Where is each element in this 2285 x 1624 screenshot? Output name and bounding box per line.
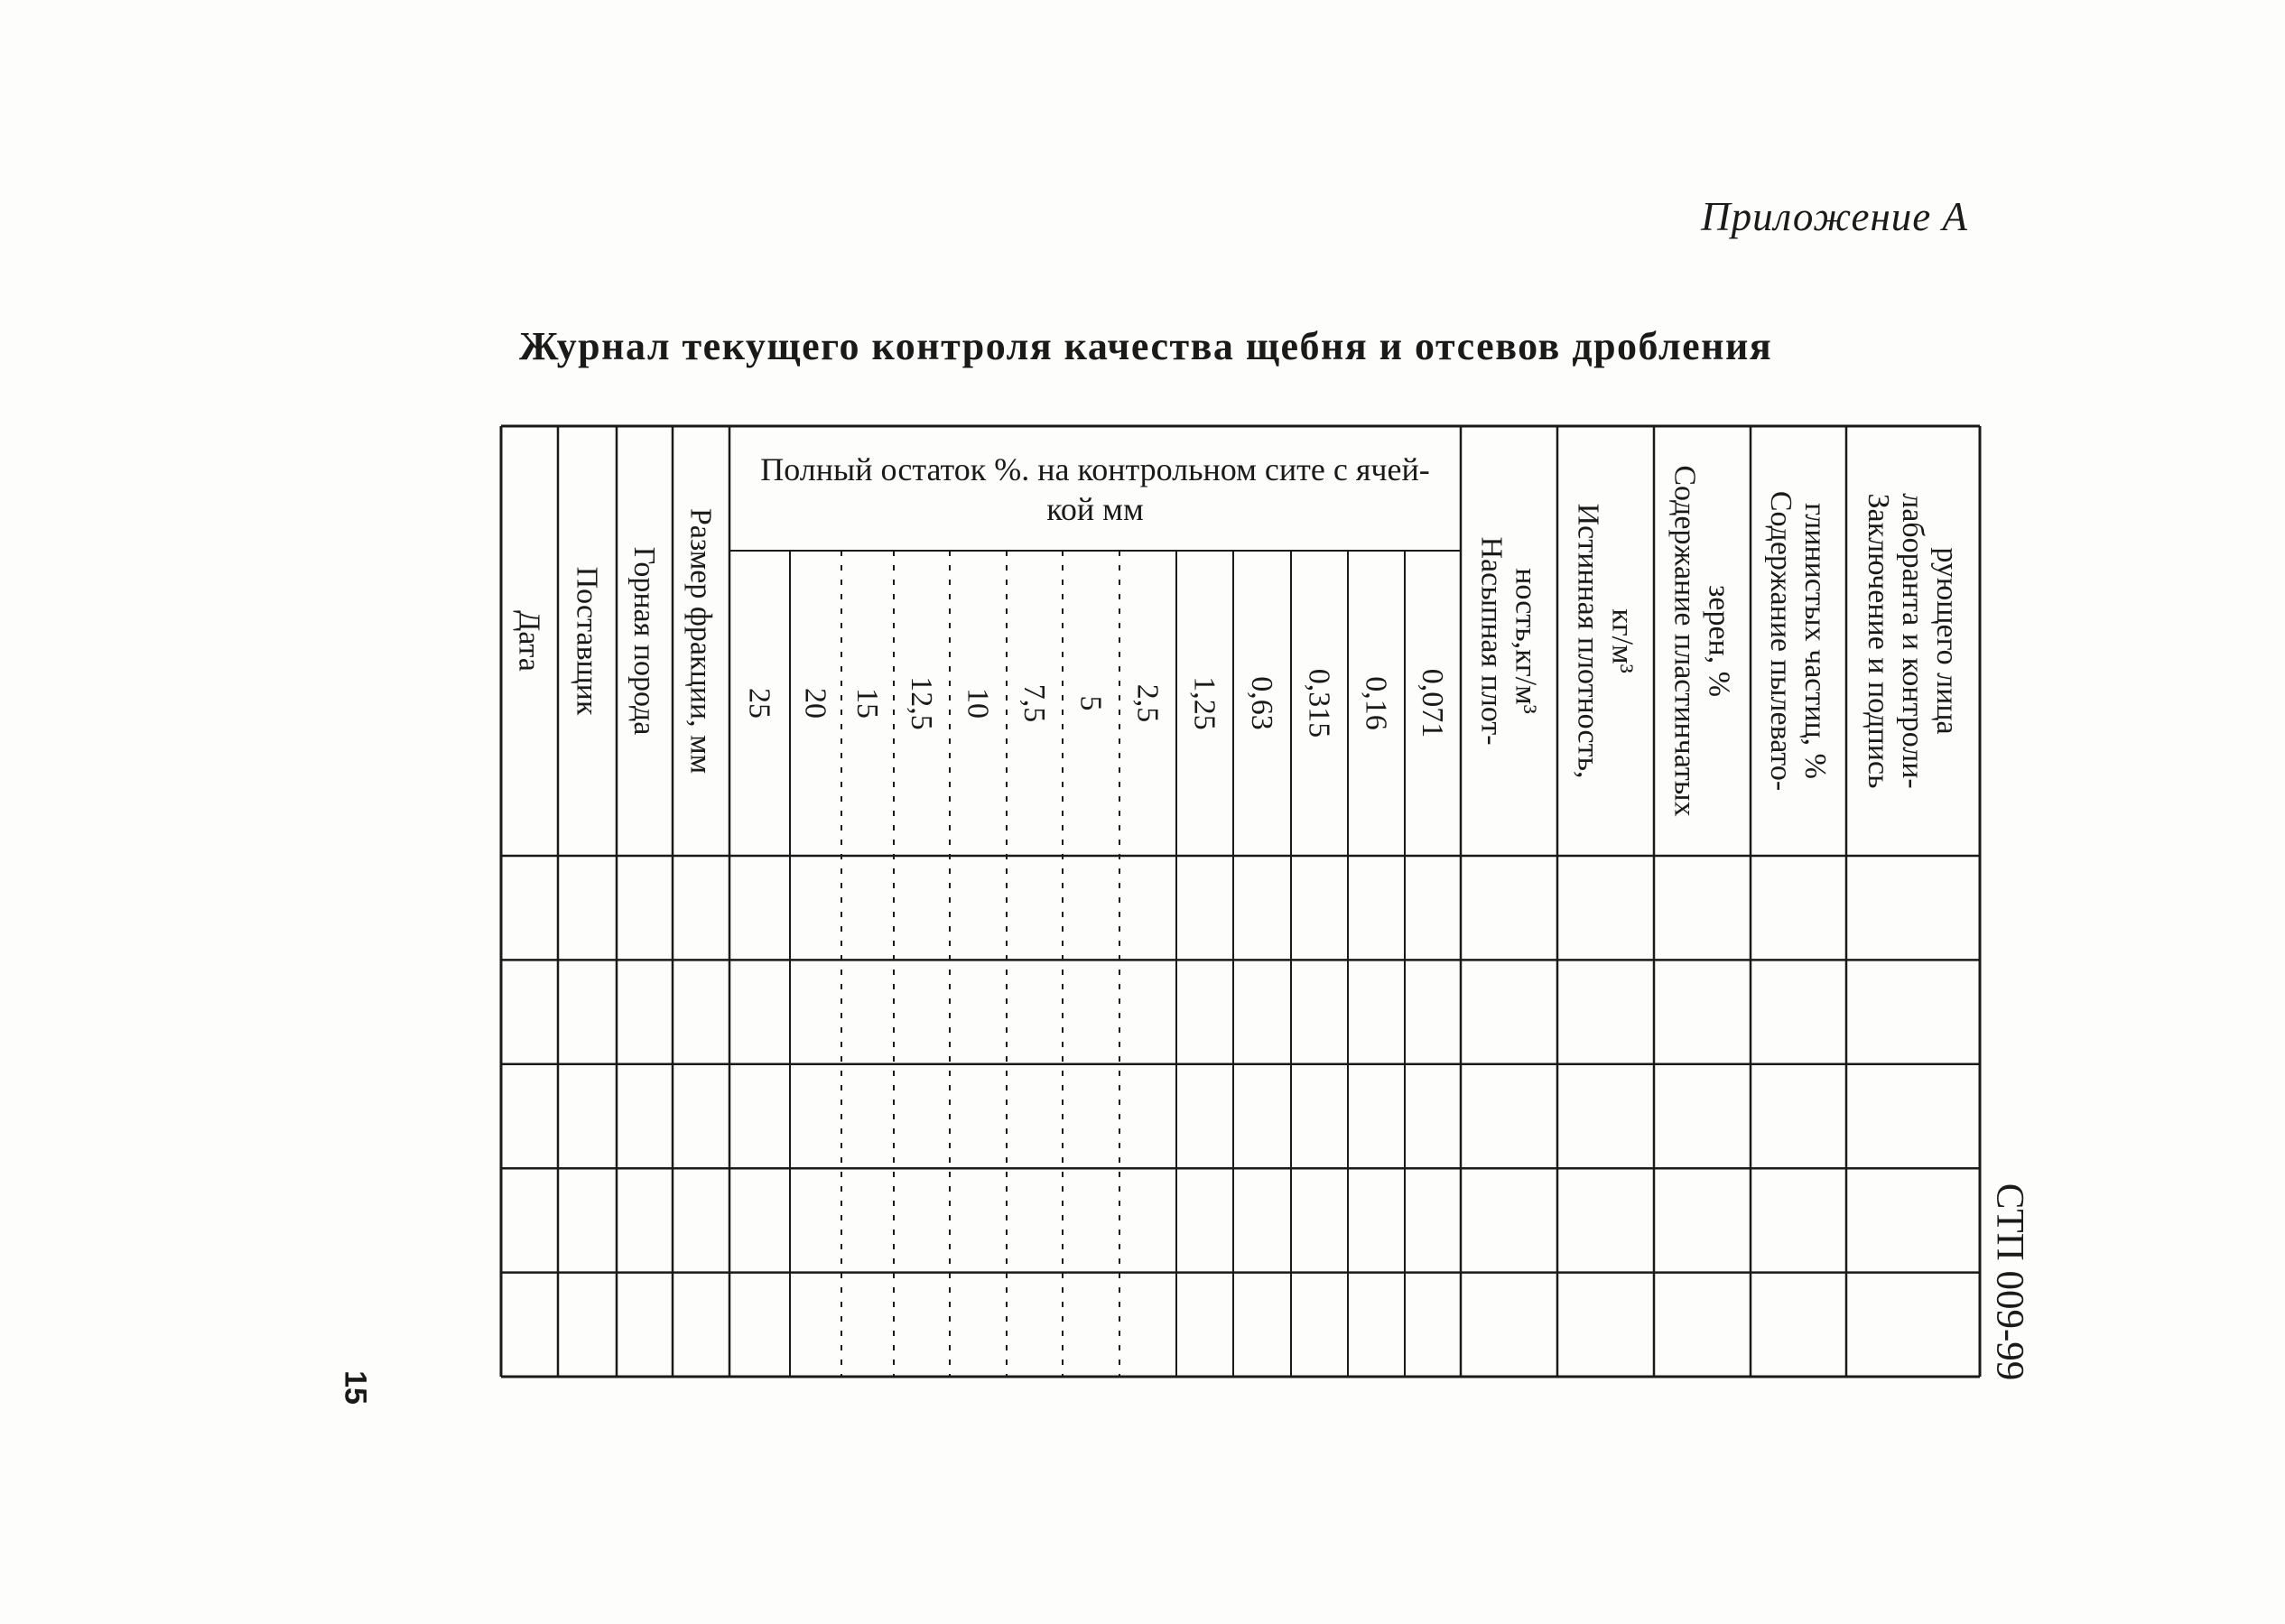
table-data-cell[interactable] <box>952 1275 1005 1375</box>
table-data-cell[interactable] <box>1064 961 1118 1062</box>
table-data-cell[interactable] <box>503 1066 556 1166</box>
table-data-cell[interactable] <box>1008 858 1061 958</box>
table-data-cell[interactable] <box>792 1066 840 1166</box>
table-data-cell[interactable] <box>1752 1170 1844 1270</box>
table-data-cell[interactable] <box>731 1170 788 1270</box>
table-data-cell[interactable] <box>731 1066 788 1166</box>
table-data-cell[interactable] <box>1463 858 1556 958</box>
table-data-cell[interactable] <box>1848 1170 1978 1270</box>
table-data-cell[interactable] <box>1752 858 1844 958</box>
sieve-group-header: Полный остаток %. на контрольном сите с ячей- <box>760 451 1430 487</box>
table-data-cell[interactable] <box>1848 961 1978 1062</box>
table-data-cell[interactable] <box>1752 1275 1844 1375</box>
table-data-cell[interactable] <box>1350 1066 1403 1166</box>
table-data-cell[interactable] <box>1559 961 1652 1062</box>
column-header-sieve: 5 <box>1074 695 1108 711</box>
column-header-supplier: Поставщик <box>571 566 604 716</box>
table-data-cell[interactable] <box>1293 1170 1346 1270</box>
table-data-cell[interactable] <box>952 961 1005 1062</box>
table-data-cell[interactable] <box>560 1170 615 1270</box>
column-header-bulk-density: Насыпная плот-ность,кг/м³ <box>1475 536 1543 746</box>
table-data-cell[interactable] <box>1064 858 1118 958</box>
table-data-cell[interactable] <box>1178 858 1231 958</box>
table-data-cell[interactable] <box>674 961 728 1062</box>
table-data-cell[interactable] <box>896 858 948 958</box>
sieve-group-header: кой мм <box>1046 491 1144 527</box>
table-data-cell[interactable] <box>731 1275 788 1375</box>
column-header-sieve: 0,071 <box>1416 668 1450 738</box>
column-header-sieve: 10 <box>961 688 995 719</box>
column-header-clay-particles: Содержание пылевато-глинистых частиц, % <box>1764 490 1833 792</box>
table-data-cell[interactable] <box>1235 1170 1289 1270</box>
table-data-cell[interactable] <box>1293 961 1346 1062</box>
table-data-cell[interactable] <box>843 1066 892 1166</box>
table-data-cell[interactable] <box>1407 1275 1459 1375</box>
table-data-cell[interactable] <box>1407 961 1459 1062</box>
column-header-flaky-grains: Содержание пластинчатыхзерен, % <box>1668 465 1736 817</box>
table-data-cell[interactable] <box>1350 961 1403 1062</box>
table-data-cell[interactable] <box>560 858 615 958</box>
table-data-cell[interactable] <box>1848 1275 1978 1375</box>
table-data-cell[interactable] <box>503 858 556 958</box>
table-data-cell[interactable] <box>896 1066 948 1166</box>
journal-title: Журнал текущего контроля качества щебня и отсевов дробления <box>519 324 1773 368</box>
table-data-cell[interactable] <box>792 961 840 1062</box>
table-data-cell[interactable] <box>1848 858 1978 958</box>
column-header-fraction-size: Размер фракции, мм <box>684 507 718 775</box>
table-data-cell[interactable] <box>503 961 556 1062</box>
table-data-cell[interactable] <box>1008 1275 1061 1375</box>
table-data-cell[interactable] <box>843 1170 892 1270</box>
table-data-cell[interactable] <box>952 1066 1005 1166</box>
table-data-cell[interactable] <box>952 1170 1005 1270</box>
table-data-cell[interactable] <box>1848 1066 1978 1166</box>
table-data-cell[interactable] <box>503 1170 556 1270</box>
appendix-label: Приложение А <box>1701 194 1968 239</box>
table-data-cell[interactable] <box>952 858 1005 958</box>
table-data-cell[interactable] <box>618 858 671 958</box>
table-data-cell[interactable] <box>1559 1170 1652 1270</box>
column-header-true-density: Истинная плотность,кг/м³ <box>1572 503 1639 779</box>
table-data-cell[interactable] <box>1752 961 1844 1062</box>
column-header-sieve: 1,25 <box>1188 676 1221 730</box>
column-header-sieve: 25 <box>743 688 776 719</box>
column-header-sieve: 20 <box>799 688 832 719</box>
table-data-cell[interactable] <box>618 1275 671 1375</box>
table-data-cell[interactable] <box>560 961 615 1062</box>
table-data-cell[interactable] <box>1008 961 1061 1062</box>
column-header-sieve: 0,315 <box>1303 668 1336 738</box>
table-data-cell[interactable] <box>560 1275 615 1375</box>
table-data-cell[interactable] <box>1121 858 1175 958</box>
table-data-cell[interactable] <box>1064 1275 1118 1375</box>
column-header-conclusion: Заключение и подписьлаборанта и контроли-рующего лица <box>1862 493 1965 789</box>
table-data-cell[interactable] <box>1293 1066 1346 1166</box>
table-data-cell[interactable] <box>1407 1170 1459 1270</box>
column-header-sieve: 0,63 <box>1245 676 1279 730</box>
table-data-cell[interactable] <box>1463 1066 1556 1166</box>
table-data-cell[interactable] <box>1656 961 1749 1062</box>
table-data-cell[interactable] <box>1064 1066 1118 1166</box>
table-data-cell[interactable] <box>1178 961 1231 1062</box>
table-data-cell[interactable] <box>1350 858 1403 958</box>
table-data-cell[interactable] <box>1293 1275 1346 1375</box>
table-data-cell[interactable] <box>1350 1170 1403 1270</box>
table-data-cell[interactable] <box>503 1275 556 1375</box>
table-data-cell[interactable] <box>1463 961 1556 1062</box>
table-data-cell[interactable] <box>1235 1066 1289 1166</box>
table-data-cell[interactable] <box>792 1170 840 1270</box>
column-header-sieve: 15 <box>850 688 885 719</box>
table-data-cell[interactable] <box>1559 1275 1652 1375</box>
table-data-cell[interactable] <box>1121 1275 1175 1375</box>
table-data-cell[interactable] <box>1559 858 1652 958</box>
column-header-rock: Горная порода <box>627 546 662 736</box>
column-header-sieve: 12,5 <box>905 676 939 730</box>
table-data-cell[interactable] <box>1121 1066 1175 1166</box>
table-data-cell[interactable] <box>731 961 788 1062</box>
table-data-cell[interactable] <box>896 961 948 1062</box>
table-data-cell[interactable] <box>1121 961 1175 1062</box>
table-data-cell[interactable] <box>1235 961 1289 1062</box>
table-data-cell[interactable] <box>1235 858 1289 958</box>
document-code: СТП 009-99 <box>1988 1183 2031 1381</box>
table-data-cell[interactable] <box>1752 1066 1844 1166</box>
page-number: 15 <box>338 1370 373 1405</box>
table-data-cell[interactable] <box>1064 1170 1118 1270</box>
table-data-cell[interactable] <box>792 1275 840 1375</box>
table-data-cell[interactable] <box>618 1170 671 1270</box>
table-data-cell[interactable] <box>674 1170 728 1270</box>
table-data-cell[interactable] <box>1121 1170 1175 1270</box>
table-data-cell[interactable] <box>1293 858 1346 958</box>
table-data-cell[interactable] <box>1008 1066 1061 1166</box>
table-data-cell[interactable] <box>792 858 840 958</box>
table-data-cell[interactable] <box>1656 1275 1749 1375</box>
table-data-cell[interactable] <box>674 858 728 958</box>
column-header-sieve: 7,5 <box>1017 683 1052 723</box>
table-data-cell[interactable] <box>731 858 788 958</box>
table-data-cell[interactable] <box>896 1170 948 1270</box>
table-data-cell[interactable] <box>560 1066 615 1166</box>
table-data-cell[interactable] <box>674 1066 728 1166</box>
table-data-cell[interactable] <box>843 1275 892 1375</box>
table-data-cell[interactable] <box>1178 1275 1231 1375</box>
table-data-cell[interactable] <box>843 858 892 958</box>
table-data-cell[interactable] <box>1656 1170 1749 1270</box>
table-data-cell[interactable] <box>1008 1170 1061 1270</box>
table-data-cell[interactable] <box>896 1275 948 1375</box>
table-data-cells[interactable] <box>503 858 1978 1375</box>
table-data-cell[interactable] <box>1656 858 1749 958</box>
table-data-cell[interactable] <box>843 961 892 1062</box>
table-data-cell[interactable] <box>1407 858 1459 958</box>
table-data-cell[interactable] <box>1463 1275 1556 1375</box>
table-data-cell[interactable] <box>1463 1170 1556 1270</box>
table-data-cell[interactable] <box>1235 1275 1289 1375</box>
table-data-cell[interactable] <box>1178 1170 1231 1270</box>
table-data-cell[interactable] <box>618 1066 671 1166</box>
table-data-cell[interactable] <box>674 1275 728 1375</box>
column-header-date: Дата <box>513 610 546 672</box>
column-header-sieve: 2,5 <box>1131 683 1165 723</box>
table-data-cell[interactable] <box>1178 1066 1231 1166</box>
table-data-cell[interactable] <box>618 961 671 1062</box>
table-data-cell[interactable] <box>1656 1066 1749 1166</box>
table-data-cell[interactable] <box>1407 1066 1459 1166</box>
table-data-cell[interactable] <box>1559 1066 1652 1166</box>
table-data-cell[interactable] <box>1350 1275 1403 1375</box>
column-header-sieve: 0,16 <box>1360 676 1393 730</box>
